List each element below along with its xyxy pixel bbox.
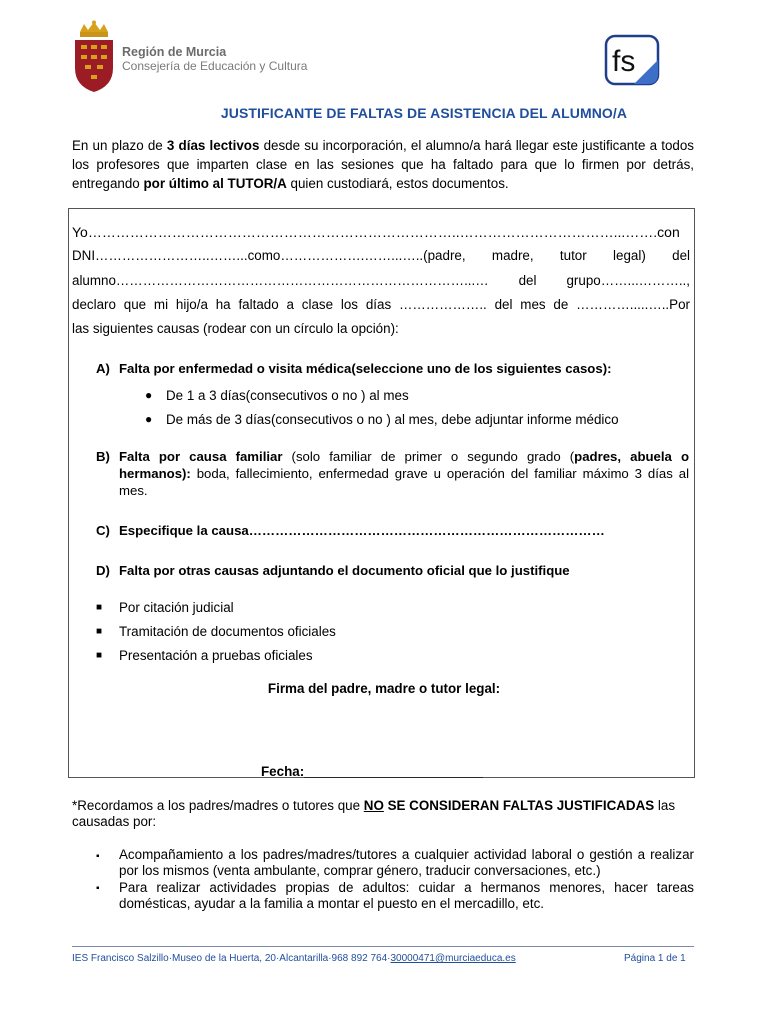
section-b-label: B) (96, 449, 110, 464)
org-department: Consejería de Educación y Cultura (122, 59, 308, 73)
section-d[interactable] (96, 562, 690, 579)
section-a-label: A) (96, 361, 110, 376)
option-d2[interactable]: Tramitación de documentos oficiales (119, 624, 336, 639)
intro-tutor: por último al TUTOR/A (143, 176, 287, 191)
form-line-name: Yo……………………………………………………………………..……………………………...…….con (72, 224, 680, 240)
form-line-days: declaro que mi hijo/a ha faltado a clase los días ……………….. del mes de ………….....…..Por (72, 297, 690, 312)
page-number: Página 1 de 1 (624, 953, 686, 964)
note-not-justified: SE CONSIDERAN FALTAS JUSTIFICADAS (383, 798, 655, 813)
square-bullet-icon: ■ (96, 650, 103, 661)
footer-address (72, 953, 516, 964)
bullet-icon: ● (145, 388, 153, 402)
intro-text: En un plazo de (72, 138, 167, 153)
footer-address-text: IES Francisco Salzillo·Museo de la Huerta, 20·Alcantarilla·968 892 764· (72, 953, 391, 964)
note-no: NO (363, 798, 384, 813)
section-b[interactable] (119, 448, 689, 499)
section-d-label: D) (96, 563, 110, 578)
note-text: *Recordamos a los padres/madres o tutores que (72, 798, 364, 813)
note-item-2: Para realizar actividades propias de adultos: cuidar a hermanos menores, hacer tareas domésticas, ayudar a la familia a montar el puesto en el mercadillo, etc. (119, 880, 694, 911)
logo-text: fs (612, 45, 636, 78)
intro-deadline: 3 días lectivos (166, 138, 260, 153)
note-item-1: Acompañamiento a los padres/madres/tutores a cualquier actividad laboral o gestión a realizar por los mismos (venta ambulante, comprar género, traducir conversaciones, etc.) (119, 847, 694, 878)
section-c[interactable] (96, 522, 690, 539)
section-b-text: boda, fallecimiento, enfermedad grave u operación del familiar máximo 3 días al mes. (119, 466, 689, 498)
form-line-dni: DNI……………………..……...como……………….……...…..(padre, madre, tutor legal) del (72, 248, 690, 263)
square-bullet-icon: ■ (96, 602, 103, 613)
section-b-text: (solo familiar de primer o segundo grado ( (282, 449, 575, 464)
note-text: las causadas por: (72, 798, 676, 829)
square-bullet-icon: ▪ (96, 883, 100, 894)
footer-divider (72, 946, 694, 947)
org-name: Región de Murcia (122, 45, 227, 59)
document-title: JUSTIFICANTE DE FALTAS DE ASISTENCIA DEL ALUMNO/A (220, 105, 628, 121)
intro-text: desde su incorporación, el alumno/a hará llegar este justificante a todos los profesores que imparten clase en las sesiones que ha faltado para que lo firmen por detrás, entregando (72, 138, 694, 191)
square-bullet-icon: ■ (96, 626, 103, 637)
section-b-relatives: padres, abuela o hermanos): (119, 449, 689, 481)
option-a2[interactable]: De más de 3 días(consecutivos o no ) al mes, debe adjuntar informe médico (166, 412, 619, 427)
signature-label: Firma del padre, madre o tutor legal: (267, 681, 501, 696)
square-bullet-icon: ▪ (96, 851, 100, 862)
section-d-text: Falta por otras causas adjuntando el documento oficial que lo justifique (119, 563, 570, 578)
date-field[interactable]: Fecha:________________________ (261, 764, 483, 779)
form-line-student: alumno……………………………………………………………………...… del grupo……...……….., (72, 273, 690, 288)
region-murcia-emblem (72, 20, 116, 94)
section-b-title: Falta por causa familiar (119, 449, 283, 464)
section-c-text: Especifique la causa……………………………………………………………………… (119, 523, 605, 538)
option-d1[interactable]: Por citación judicial (119, 600, 234, 615)
section-a-title: Falta por enfermedad o visita médica(seleccione uno de los siguientes casos): (119, 361, 612, 376)
option-d3[interactable]: Presentación a pruebas oficiales (119, 648, 313, 663)
bullet-icon: ● (145, 412, 153, 426)
school-logo (604, 34, 660, 86)
form-line-causes: las siguientes causas (rodear con un círculo la opción): (72, 321, 399, 336)
intro-text: quien custodiará, estos documentos. (286, 176, 509, 191)
section-c-label: C) (96, 523, 110, 538)
reminder-note (72, 798, 694, 830)
intro-paragraph (72, 136, 694, 193)
footer-email-link[interactable]: 30000471@murciaeduca.es (390, 953, 516, 964)
option-a1[interactable]: De 1 a 3 días(consecutivos o no ) al mes (166, 388, 409, 403)
section-a (96, 360, 690, 377)
